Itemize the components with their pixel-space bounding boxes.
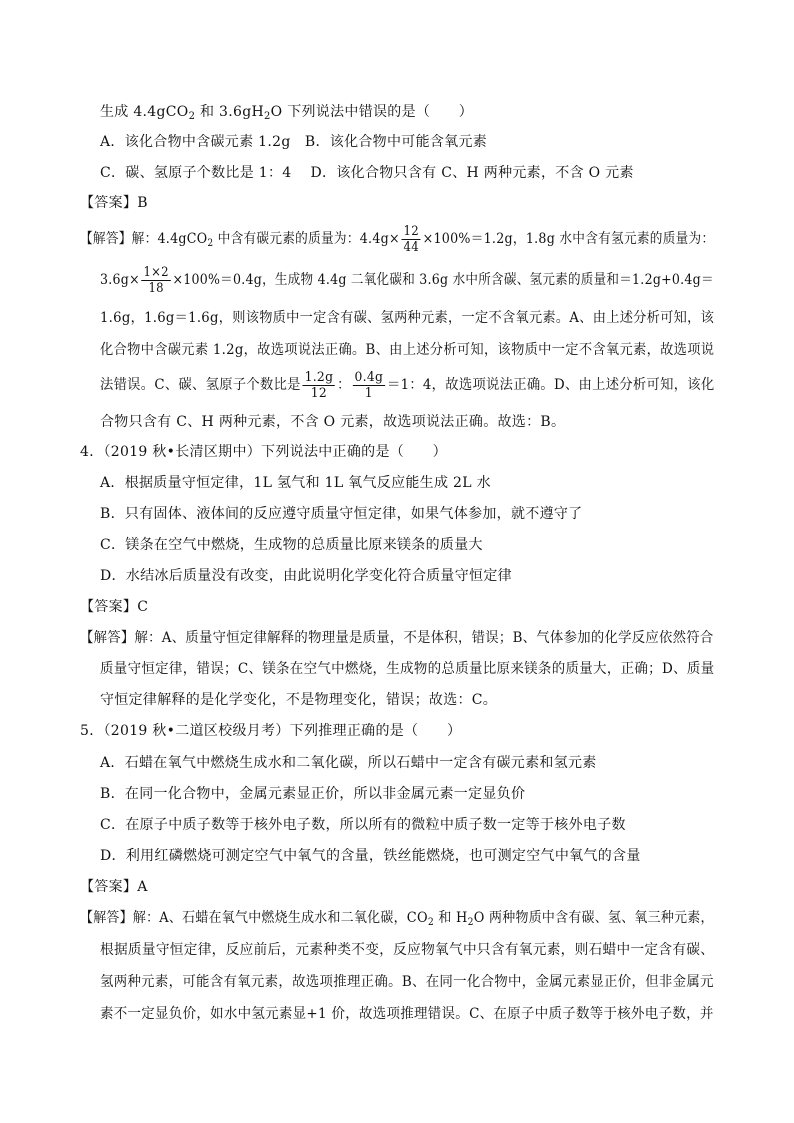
q5-answer xyxy=(80,877,148,897)
q4-analysis-line-3: 守恒定律解释的是化学变化，不是物理变化，错误；故选：C。 xyxy=(100,692,498,708)
q4-stem: 4．（2019 秋•长清区期中）下列说法中正确的是（ ） xyxy=(80,444,447,460)
q4-answer xyxy=(80,597,148,617)
q3-analysis-line-6: 合物只含有 C、H 两种元素，不含 O 元素，故选项说法正确。故选：B。 xyxy=(100,414,566,430)
fraction: $\frac{1\times 2}{18}$ xyxy=(143,264,169,296)
q5-analysis-line-3: 氢两种元素，可能含有氧元素，故选项推理正确。B、在同一化合物中，金属元素显正价，但非金属元 xyxy=(100,974,714,990)
fraction: $\frac{1.2g}{12}$ xyxy=(304,369,334,401)
q3-analysis-line-2: 3.6g× $\frac{1\times 2}{18}$ ×100%＝0.4g，生成物 4.4g 二氧化碳和 3.6g 水中所含碳、氢元素的质量和＝1.2g+0.4g＝ xyxy=(100,264,714,296)
analysis-tag: 【解答】 xyxy=(80,630,135,646)
analysis-tag: 【解答】 xyxy=(80,231,132,247)
q3-stem: 生成 4.4gCO$_2$ 和 $3.6gH_2O$ 下列说法中错误的是（ ） xyxy=(100,104,474,122)
q4-option-d: D．水结冰后质量没有改变，由此说明化学变化符合质量守恒定律 xyxy=(100,568,512,584)
q5-analysis-line-4: 素不一定显负价，如水中氢元素显+1 价，故选项推理错误。C、在原子中质子数等于核外电子数，并 xyxy=(100,1006,714,1022)
q3-analysis-line-1: 【解答】解：4.4gCO$_2$ 中含有碳元素的质量为：4.4g× $\frac{12}{44}$ ×100%＝1.2g，1.8g 水中含有氢元素的质量为： xyxy=(80,223,715,255)
analysis-tag: 【解答】 xyxy=(80,910,133,926)
q4-analysis-line-2: 质量守恒定律，错误；C、镁条在空气中燃烧，生成物的总质量比原来镁条的质量大，正确；D、质量 xyxy=(100,661,715,677)
q5-option-d: D．利用红磷燃烧可测定空气中氧气的含量，铁丝能燃烧，也可测定空气中氧气的含量 xyxy=(100,848,641,864)
q5-analysis-line-1: 【解答】解：A、石蜡在氧气中燃烧生成水和二氧化碳，$CO_2$ 和 $H_2O$ 两种物质中含有碳、氢、氧三种元素， xyxy=(80,910,714,928)
answer-tag: 【答案】 xyxy=(80,599,138,615)
q5-option-a: A．石蜡在氧气中燃烧生成水和二氧化碳，所以石蜡中一定含有碳元素和氢元素 xyxy=(100,755,597,771)
q4-option-b: B．只有固体、液体间的反应遵守质量守恒定律，如果气体参加，就不遵守了 xyxy=(100,506,583,522)
q3-analysis-line-4: 化合物中含碳元素 1.2g，故选项说法正确。B、由上述分析可知，该物质中一定不含氧元素，故选项说 xyxy=(100,342,715,358)
q5-option-c: C．在原子中质子数等于核外电子数，所以所有的微粒中质子数一定等于核外电子数 xyxy=(100,817,626,833)
q4-option-a: A．根据质量守恒定律，1L 氢气和 1L 氧气反应能生成 2L 水 xyxy=(100,475,491,491)
q3-option-ab: A．该化合物中含碳元素 1.2g B．该化合物中可能含氧元素 xyxy=(100,134,488,150)
fraction: $\frac{12}{44}$ xyxy=(403,223,420,255)
q3-analysis-line-5: 法错误。C、碳、氢原子个数比是 $\frac{1.2g}{12}$ ： $\frac{0.4g}{1}$ ＝1：4，故选项说法正确。D、由上述分析可知，该化 xyxy=(100,369,715,401)
q5-option-b: B．在同一化合物中，金属元素显正价，所以非金属元素一定显负价 xyxy=(100,786,526,802)
q4-option-c: C．镁条在空气中燃烧，生成物的总质量比原来镁条的质量大 xyxy=(100,537,483,553)
q3-answer xyxy=(80,193,148,213)
answer-tag: 【答案】 xyxy=(80,195,138,211)
answer-value: A xyxy=(137,879,148,895)
q4-analysis-line-1: 【解答】解：A、质量守恒定律解释的物理量是质量，不是体积，错误；B、气体参加的化学反应依然符合 xyxy=(80,630,714,646)
answer-tag: 【答案】 xyxy=(80,879,138,895)
fraction: $\frac{0.4g}{1}$ xyxy=(354,369,384,401)
answer-value: C xyxy=(137,599,149,615)
q5-analysis-line-2: 根据质量守恒定律，反应前后，元素种类不变，反应物氧气中只含有氧元素，则石蜡中一定含有碳、 xyxy=(100,942,715,958)
answer-value: B xyxy=(137,195,148,211)
q5-stem: 5．（2019 秋•二道区校级月考）下列推理正确的是（ ） xyxy=(80,723,462,739)
q3-option-cd: C．碳、氢原子个数比是 1：4 D．该化合物只含有 C、H 两种元素，不含 O 元素 xyxy=(100,165,634,181)
q3-analysis-line-3: 1.6g，1.6g＝1.6g，则该物质中一定含有碳、氢两种元素，一定不含氧元素。A、由上述分析可知，该 xyxy=(100,310,715,326)
